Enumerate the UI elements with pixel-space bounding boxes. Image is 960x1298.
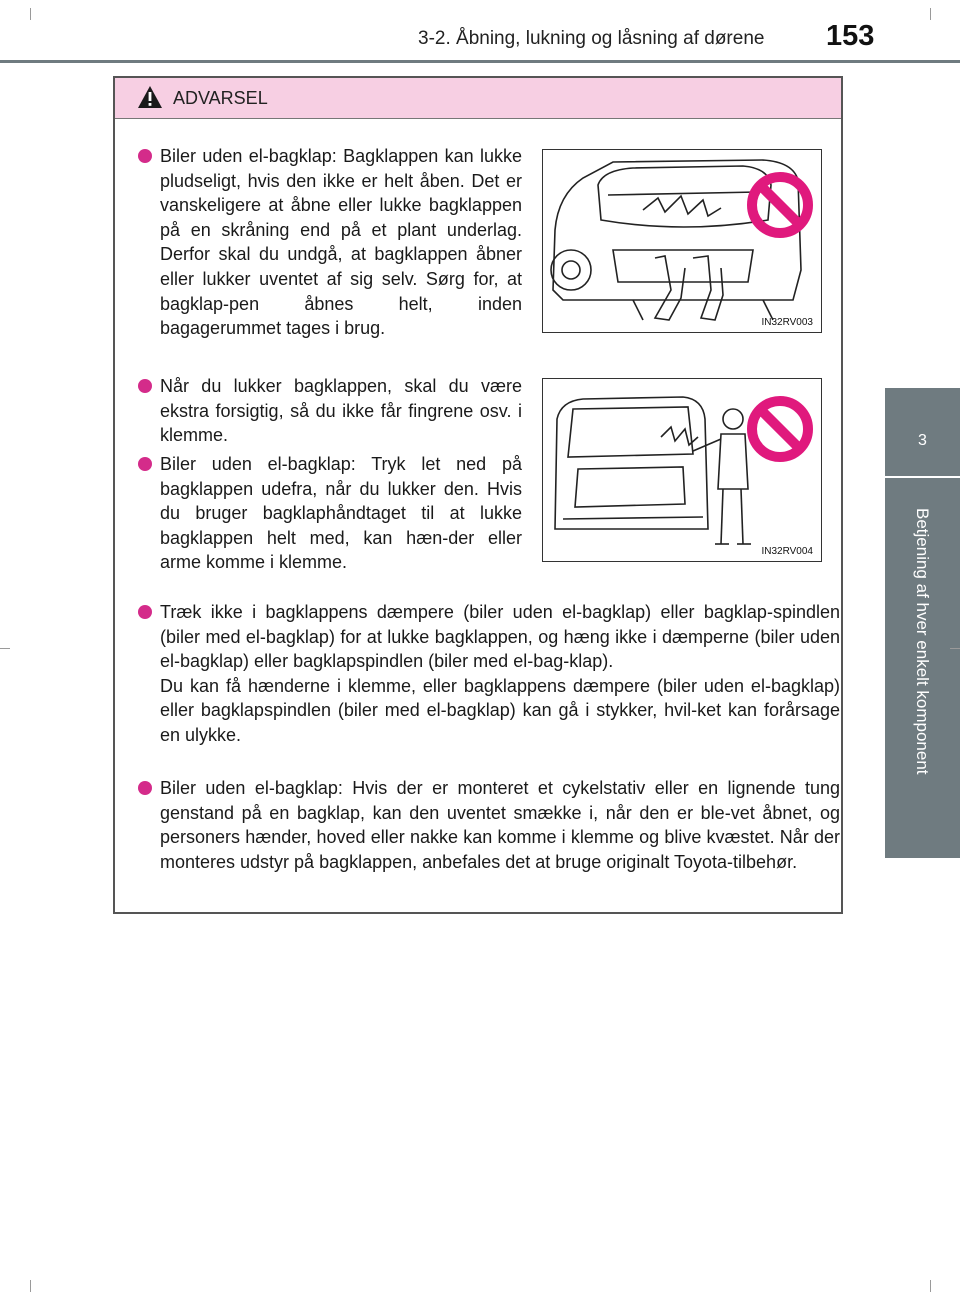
bullet-dot — [138, 457, 152, 471]
warning-triangle-icon — [137, 85, 163, 109]
warning-bullet — [160, 452, 522, 575]
bullet-text: Træk ikke i bagklappens dæmpere (biler uden el-bagklap) eller bagklap-spindlen (biler med el-bagklap) for at lukke bagklappen, og hæng ikke i dæmperne (biler uden el-bagklap) eller bagklapspindlen (biler med el-bag-klap). — [160, 602, 840, 672]
bullet-text: Når du lukker bagklappen, skal du være ekstra forsigtig, så du ikke får fingrene osv. i klemme. — [160, 376, 522, 446]
crop-mark — [30, 8, 31, 20]
crop-mark — [30, 1280, 31, 1292]
figure-tailgate-closing — [542, 149, 822, 333]
bullet-dot — [138, 379, 152, 393]
crop-mark — [930, 1280, 931, 1292]
chapter-number: 3 — [918, 432, 927, 449]
figure-code: IN32RV003 — [761, 317, 813, 328]
bullet-dot — [138, 605, 152, 619]
bullet-text: Biler uden el-bagklap: Tryk let ned på bagklappen udefra, når du lukker den. Hvis du bruger bagklaphåndtaget til at lukke bagklappen helt med, kan hæn-der eller arme komme i klemme. — [160, 454, 522, 573]
warning-bullet — [160, 144, 522, 341]
bullet-dot — [138, 149, 152, 163]
warning-header — [115, 78, 841, 119]
chapter-tab — [885, 478, 960, 858]
page-number: 153 — [826, 20, 875, 52]
crop-mark — [950, 648, 960, 649]
crop-mark — [0, 648, 10, 649]
figure-tailgate-fingers — [542, 378, 822, 562]
bullet-text: Biler uden el-bagklap: Hvis der er monteret et cykelstativ eller en lignende tung genstand på en bagklap, kan den uventet smække i, når den er ble-vet åbnet, og personers hænder, hoved eller nakke kan komme i klemme og blive kvæstet. Når der monteres udstyr på bagklappen, anbefales det at bruge originalt Toyota-tilbehør. — [160, 778, 840, 872]
figure-code: IN32RV004 — [761, 546, 813, 557]
warning-bullet — [160, 776, 840, 874]
prohibition-icon — [746, 171, 814, 239]
chapter-number-tab — [885, 388, 960, 476]
crop-mark — [930, 8, 931, 20]
page-header — [0, 0, 960, 62]
chapter-label: Betjening af hver enkelt komponent — [913, 508, 932, 775]
warning-bullet — [160, 374, 522, 448]
bullet-dot — [138, 781, 152, 795]
header-rule — [0, 60, 960, 63]
bullet-continuation: Du kan få hænderne i klemme, eller bagklappens dæmpere (biler uden el-bagklap) eller bagklapspindlen (biler med el-bagklap) kan gå i stykker, hvil-ket kan forårsage en ulykke. — [160, 675, 840, 745]
prohibition-icon — [746, 395, 814, 463]
warning-title: ADVARSEL — [173, 88, 268, 108]
warning-box — [113, 76, 843, 914]
warning-bullet — [160, 600, 840, 748]
section-title: 3-2. Åbning, lukning og låsning af dørene — [418, 28, 765, 49]
bullet-text: Biler uden el-bagklap: Bagklappen kan lukke pludseligt, hvis den ikke er helt åben. Det er vanskeligere at åbne eller lukke bagklappen på en skråning end på et plant underlag. Derfor skal du undgå, at bagklappen åbner eller lukker uventet af sig selv. Sørg for, at bagklap-pen åbnes helt, inden bagagerummet tages i brug. — [160, 146, 522, 339]
